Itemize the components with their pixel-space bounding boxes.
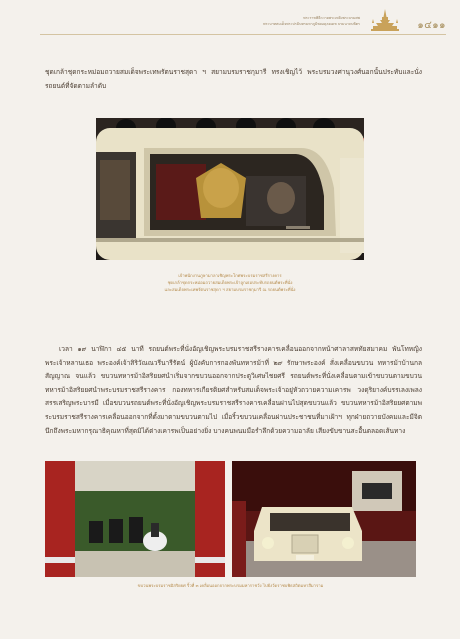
- header-line-1: พระราชพิธีถวายพระเพลิงพระบรมศพ: [303, 16, 360, 20]
- caption-1-line-2: ชุดเกล้าชุดกระหม่อมถวายสมเด็จพระเจ้าลูกเธอประทับรถยนต์พระที่นั่ง: [167, 280, 293, 286]
- header-line-2: พระบาทสมเด็จพระปรมินทรมหาภูมิพลอดุลยเดช บรมนาถบพิตร: [263, 22, 360, 26]
- royal-crematorium-emblem-icon: [368, 8, 402, 34]
- photo-caption-1: [96, 272, 364, 294]
- photo-caption-2: ขบวนพระบรมราชอิสริยยศ ริ้วที่ ๓ เคลื่อนออกจากพระบรมมหาราชวัง ไปยังวัดราชบพิธสถิตมหาสีมาราม: [137, 583, 324, 588]
- photo-car-with-royal-urn: [96, 118, 364, 260]
- photo-cavalry-gate: [45, 461, 225, 577]
- body-paragraph-1: ชุดเกล้าชุดกระหม่อมถวายสมเด็จพระเทพรัตนราชสุดา ฯ สยามบรมราชกุมารี ทรงเชิญไว้ พระบรมวงศานุวงศ์นอกนั้นประทับและนั่งรถยนต์ที่จัดตามลำดับ: [45, 68, 422, 90]
- page-number: ๑๔๑๑: [417, 20, 446, 31]
- body-paragraph-2: เวลา ๑๙ นาฬิกา ๔๕ นาที รถยนต์พระที่นั่งอัญเชิญพระบรมราชสรีรางคารเคลื่อนออกจากหน้าศาลาสหทัยสมาคม พันโทหญิง พระเจ้าหลานเธอ พระองค์เจ้าสิริวัณณวรีนารีรัตน์ ผู้บังคับการกองพันทหารม้าที่ ๒๙ รักษาพระองค์ สั่งเคลื่อนขบวน ทหารม้าบ้านกลสัญญาณ จนแล้ว ขบวนทหารม้าอิสริยยศนำเริ่มจากขบวนออกจากประตูวิเศษไชยศรี รถยนต์พระที่นั่งเคลื่อนตามเข้าขบวนตามขบวนทหารม้าอิสริยยศนำพระบรมราชสรีรางคาร กองทหารเกียรติยศสำหรับสมเด็จพระเจ้าอยู่หัวถวายความเคารพ วงดุริยางค์บรรเลงเพลงสรรเสริญพระบารมี เมื่อขบวนรถยนต์พระที่นั่งอัญเชิญพระบรมราชสรีรางคารเคลื่อนผ่านไปสุดขบวนแล้ว ขบวนทหารม้าอิสริยยศตามพระบรมราชสรีรางคารเคลื่อนออกจากที่ตั้งมาตามขบวนตามไป เมื่อริ้วขบวนเคลื่อนผ่านประชาชนที่มาเฝ้าฯ ทุกฝ่ายถวายบังคมและมีจิตนึกถึงพระมหากรุณาธิคุณหาที่สุดมิได้ต่างเคารพเป็นอย่างยิ่ง บางคนพนมมือรำลึกด้วยความอาลัย เสียงขับขานสะอื้นตลอดเส้นทาง: [45, 345, 422, 435]
- photo-royal-car-procession: [232, 461, 416, 577]
- caption-1-line-1: เจ้าพนักงานภูษามาลาเชิญพระโกศพระบรมราชสรีรางคาร: [178, 273, 282, 278]
- caption-1-line-3: และสมเด็จพระเทพรัตนราชสุดา ฯ สยามบรมราชกุมารี ณ รถยนต์พระที่นั่ง: [164, 287, 296, 293]
- running-header: [160, 15, 360, 27]
- header-rule: [40, 34, 446, 35]
